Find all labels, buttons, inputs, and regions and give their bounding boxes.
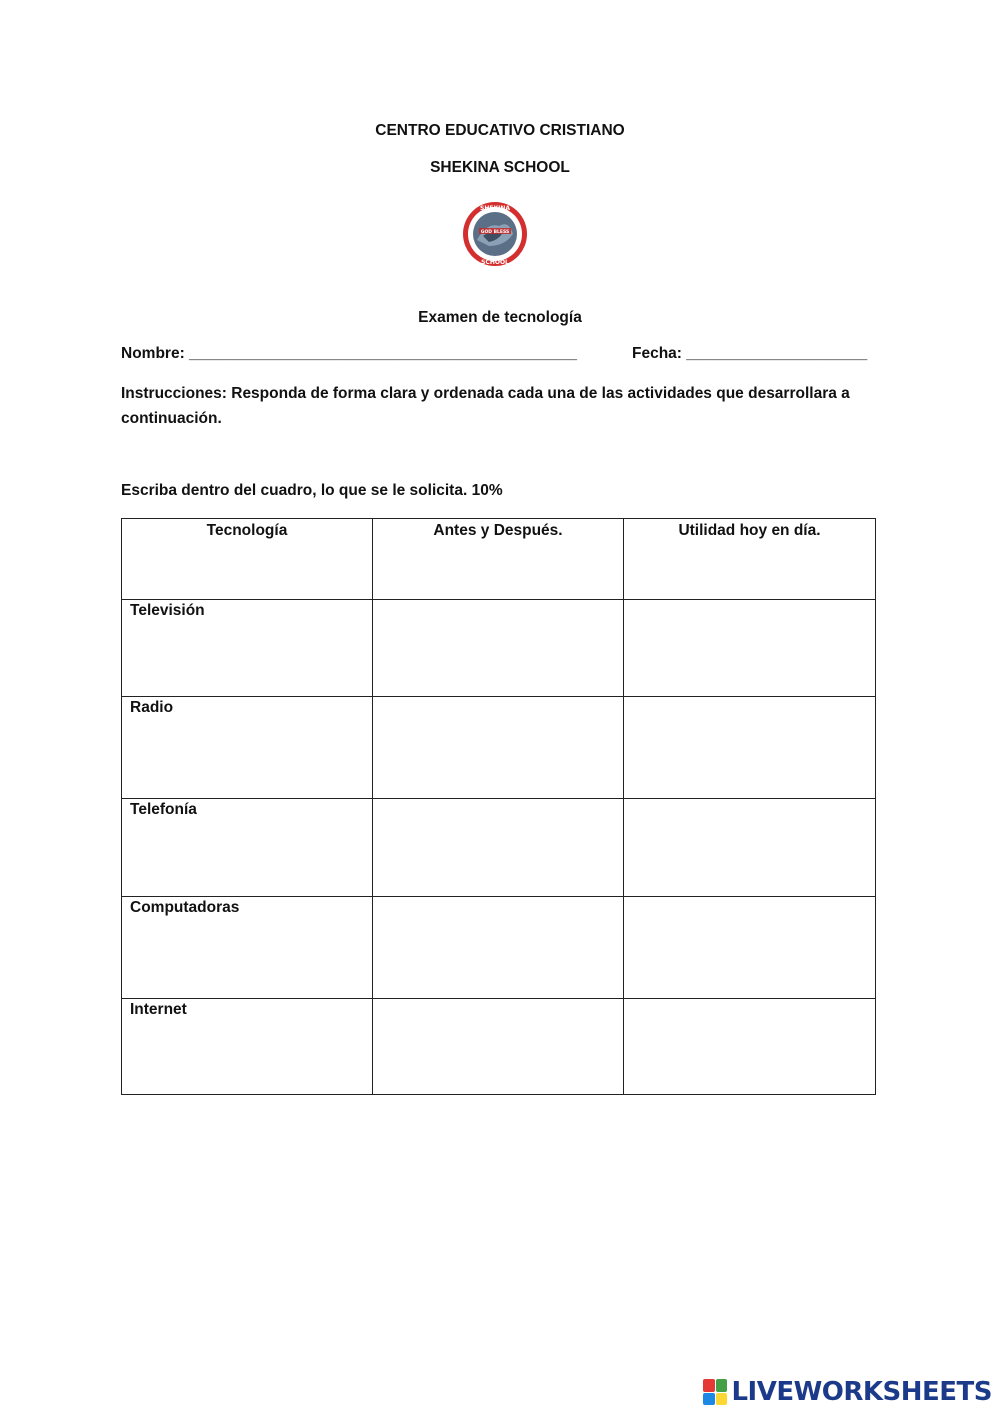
technology-table <box>121 518 876 1095</box>
cell-before-after[interactable] <box>373 897 624 999</box>
cell-before-after[interactable] <box>373 999 624 1095</box>
header-utility: Utilidad hoy en día. <box>624 519 876 600</box>
badge-cell <box>703 1379 715 1392</box>
logo-ribbon-text: GOD BLESS <box>480 230 510 235</box>
cell-utility[interactable] <box>624 897 876 999</box>
school-logo <box>459 200 531 268</box>
exam-title: Examen de tecnología <box>418 309 582 326</box>
cell-utility[interactable] <box>624 697 876 799</box>
cell-before-after[interactable] <box>373 697 624 799</box>
table-row <box>122 697 876 799</box>
cell-before-after[interactable] <box>373 600 624 697</box>
cell-before-after[interactable] <box>373 799 624 897</box>
date-label: Fecha: <box>632 345 687 362</box>
row-label-internet: Internet <box>122 999 373 1095</box>
name-line[interactable]: _____________________________________________ <box>189 345 577 362</box>
header-technology: Tecnología <box>122 519 373 600</box>
liveworksheets-logo[interactable] <box>703 1377 992 1407</box>
table-row <box>122 999 876 1095</box>
cell-utility[interactable] <box>624 999 876 1095</box>
liveworksheets-badge-icon <box>703 1379 727 1405</box>
liveworksheets-wordmark: LIVEWORKSHEETS <box>731 1377 992 1407</box>
school-name: CENTRO EDUCATIVO CRISTIANO <box>375 122 625 139</box>
table-row <box>122 897 876 999</box>
table-row <box>122 799 876 897</box>
table-header-row <box>122 519 876 600</box>
name-label: Nombre: <box>121 345 190 362</box>
row-label-television: Televisión <box>122 600 373 697</box>
header-before-after: Antes y Después. <box>373 519 624 600</box>
instructions: Instrucciones: Responda de forma clara y ordenada cada una de las actividades que desarrollara a continuación. <box>121 385 850 427</box>
task-prompt: Escriba dentro del cuadro, lo que se le solicita. 10% <box>121 482 503 499</box>
logo-text-top: SHEKINA <box>480 205 510 212</box>
badge-cell <box>716 1393 728 1406</box>
badge-cell <box>716 1379 728 1392</box>
row-label-radio: Radio <box>122 697 373 799</box>
date-field[interactable] <box>632 345 867 363</box>
date-line[interactable]: _____________________ <box>686 345 868 362</box>
school-subtitle: SHEKINA SCHOOL <box>430 159 570 176</box>
table-row <box>122 600 876 697</box>
cell-utility[interactable] <box>624 799 876 897</box>
cell-utility[interactable] <box>624 600 876 697</box>
badge-cell <box>703 1393 715 1406</box>
logo-text-bottom: SCHOOL <box>481 259 509 266</box>
row-label-computers: Computadoras <box>122 897 373 999</box>
name-field[interactable] <box>121 345 577 363</box>
row-label-telephony: Telefonía <box>122 799 373 897</box>
